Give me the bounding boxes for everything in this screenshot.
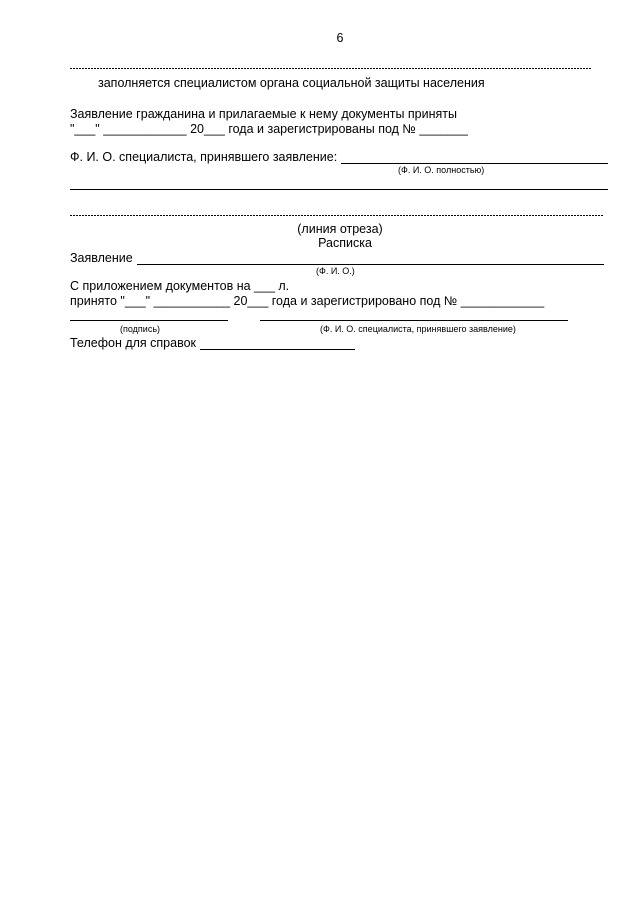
- accepted-line-1: Заявление гражданина и прилагаемые к нему документы приняты: [70, 107, 457, 121]
- top-dashed-separator: [70, 68, 592, 69]
- specialist-row: [70, 150, 608, 164]
- phone-blank: [200, 338, 355, 350]
- specialist-hint: (Ф. И. О. полностью): [398, 165, 485, 175]
- phone-row: [70, 336, 355, 350]
- receipt-attachments: С приложением документов на ___ л.: [70, 279, 290, 293]
- page-number: 6: [336, 31, 344, 45]
- receipt-application-label: Заявление: [70, 251, 133, 265]
- cut-line-label: (линия отреза): [297, 222, 383, 236]
- receipt-specialist-name-blank: [260, 320, 568, 321]
- cut-dashed-separator: [70, 215, 604, 216]
- receipt-title: Расписка: [318, 236, 372, 250]
- receipt-applicant-name-blank: [137, 253, 604, 265]
- specialist-name-blank: [341, 152, 608, 164]
- specialist-name-blank-line-2: [70, 189, 608, 190]
- receipt-application-row: [70, 251, 604, 265]
- phone-label: Телефон для справок: [70, 336, 197, 350]
- signature-blank: [70, 320, 228, 321]
- specialist-label: Ф. И. О. специалиста, принявшего заявление:: [70, 150, 338, 164]
- receipt-application-hint: (Ф. И. О.): [316, 266, 355, 276]
- header-note: заполняется специалистом органа социальной защиты населения: [98, 76, 485, 90]
- receipt-specialist-hint: (Ф. И. О. специалиста, принявшего заявление): [320, 324, 516, 334]
- receipt-accepted-line: принято "___" ___________ 20___ года и зарегистрировано под № ____________: [70, 294, 545, 308]
- accepted-line-2: "___" ____________ 20___ года и зарегистрированы под № _______: [70, 122, 468, 136]
- signature-hint: (подпись): [120, 324, 161, 334]
